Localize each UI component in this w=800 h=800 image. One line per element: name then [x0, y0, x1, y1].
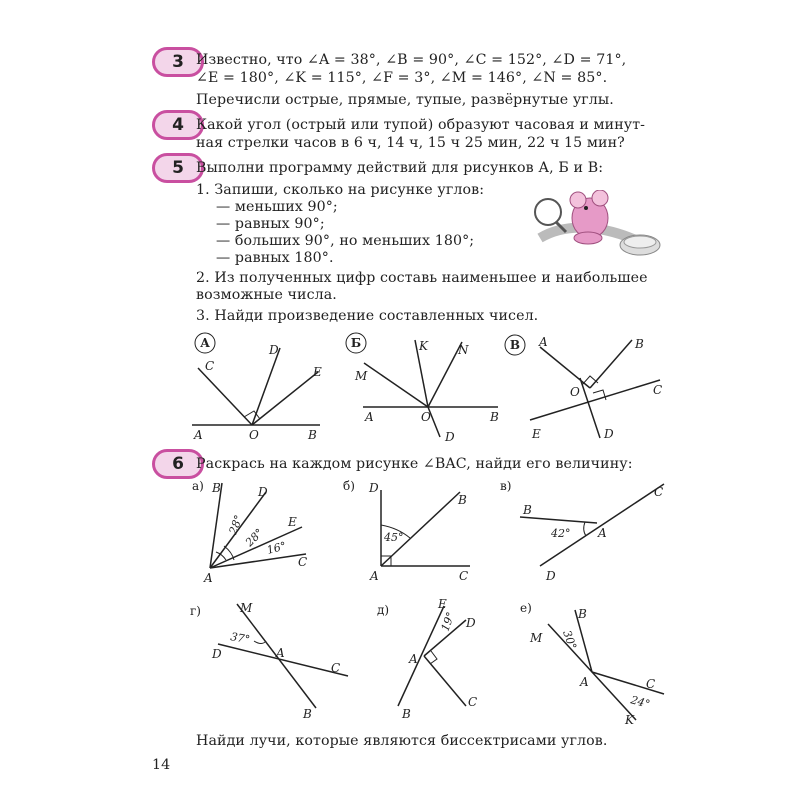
fig-6g-angle: 37° [229, 630, 251, 647]
fig-v-A: A [539, 335, 548, 349]
task-5-line-1: Выполни программу действий для рисунков А, Б и В: [196, 160, 604, 176]
fig-a-O: O [249, 428, 259, 442]
page-number: 14 [152, 757, 171, 773]
fig-b-B: B [490, 410, 499, 424]
fig-6e-B: B [578, 607, 587, 621]
task-3-line-2: ∠E = 180°, ∠K = 115°, ∠F = 3°, ∠M = 146°, ∠N = 85°. [196, 70, 608, 86]
fig-a-E: E [313, 365, 322, 379]
task-5-item-2: — равных 90°; [216, 216, 325, 232]
fig-v-D: D [604, 427, 614, 441]
fig-6v-D: D [546, 569, 556, 583]
fig-6a-label: а) [192, 479, 204, 493]
task-3-line-3: Перечисли острые, прямые, тупые, развёрнутые углы. [196, 92, 614, 108]
fig-6b-D: D [369, 481, 379, 495]
task-3-number: 3 [172, 52, 184, 72]
fig-6d-D: D [466, 616, 476, 630]
task-5-item-3: — больших 90°, но меньших 180°; [216, 233, 475, 249]
figure-6a [192, 479, 307, 585]
fig-6b-C: C [459, 569, 469, 583]
task-5-step-3: 3. Найди произведение составленных чисел. [196, 308, 539, 324]
task-3-line-1: Известно, что ∠A = 38°, ∠B = 90°, ∠C = 152°, ∠D = 71°, [196, 52, 627, 68]
fig-6d-C: C [468, 695, 478, 709]
figure-6d [377, 597, 477, 721]
figure-b-badge-text: Б [350, 336, 362, 350]
task-6-number: 6 [172, 454, 184, 474]
fig-v-B: B [635, 337, 644, 351]
fig-6e-angle-2: 24° [629, 693, 652, 711]
fig-6a-A: A [204, 571, 213, 585]
fig-6g-label: г) [190, 604, 201, 618]
figure-v-badge-text: В [509, 338, 521, 352]
fig-6g-A: A [276, 646, 285, 660]
fig-v-E: E [532, 427, 541, 441]
fig-6g-D: D [212, 647, 222, 661]
figure-a-badge-text: А [200, 336, 210, 350]
task-5-item-4: — равных 180°. [216, 250, 334, 266]
fig-6a-D: D [258, 485, 268, 499]
fig-a-D: D [269, 343, 279, 357]
fig-b-O: O [421, 410, 431, 424]
task-4-line-2: ная стрелки часов в 6 ч, 14 ч, 15 ч 25 мин, 22 ч 15 мин? [196, 135, 625, 151]
fig-6d-angle: 19° [438, 610, 458, 634]
fig-6g-C: C [331, 661, 341, 675]
task-5-step-1: 1. Запиши, сколько на рисунке углов: [196, 182, 485, 198]
task-6-footer: Найди лучи, которые являются биссектрисами углов. [196, 733, 608, 749]
fig-6b-label: б) [343, 479, 355, 493]
fig-b-A: A [365, 410, 374, 424]
fig-6g-B: B [303, 707, 312, 721]
fig-6v-label: в) [500, 479, 512, 493]
fig-6v-angle: 42° [551, 527, 571, 540]
task-4-line-1: Какой угол (острый или тупой) образуют часовая и минут- [196, 117, 646, 133]
fig-6e-M: M [530, 631, 543, 645]
fig-6a-angle-3: 16° [265, 539, 288, 557]
fig-v-O: O [570, 385, 580, 399]
fig-6a-angle-2: 28° [242, 526, 266, 550]
task-4-number: 4 [172, 115, 184, 135]
task-6-line-1: Раскрась на каждом рисунке ∠BAC, найди его величину: [196, 456, 633, 472]
fig-a-C: C [205, 359, 215, 373]
fig-6g-M: M [240, 601, 253, 615]
fig-a-A: A [194, 428, 203, 442]
fig-6e-label: е) [520, 601, 532, 615]
fig-b-N: N [458, 343, 469, 357]
fig-b-D: D [445, 430, 455, 444]
fig-6d-label: д) [377, 603, 390, 617]
fig-6a-E: E [288, 515, 297, 529]
fig-b-K: K [419, 339, 428, 353]
fig-6e-C: C [646, 677, 656, 691]
fig-6a-angle-1: 28° [226, 513, 246, 537]
fig-6b-B: B [458, 493, 467, 507]
task-5-step-2a: 2. Из полученных цифр составь наименьшее и наибольшее [196, 270, 648, 286]
fig-b-M: M [355, 369, 368, 383]
task-5-step-2b: возможные числа. [196, 287, 337, 303]
fig-6a-B: B [212, 481, 221, 495]
fig-v-C: C [653, 383, 663, 397]
fig-6a-C: C [298, 555, 308, 569]
task-5-item-1: — меньших 90°; [216, 199, 338, 215]
fig-6b-A: A [370, 569, 379, 583]
figure-6g [190, 601, 348, 721]
fig-6d-A: A [409, 652, 418, 666]
fig-a-B: B [308, 428, 317, 442]
fig-6e-A: A [580, 675, 589, 689]
fig-6b-angle: 45° [384, 531, 404, 544]
fig-6v-B: B [523, 503, 532, 517]
figure-6b [343, 479, 470, 583]
fig-6e-K: K [625, 713, 634, 727]
fig-6v-A: A [598, 526, 607, 540]
fig-6v-C: C [654, 485, 664, 499]
figure-6v [500, 479, 664, 583]
fig-6d-B: B [402, 707, 411, 721]
figure-6e [520, 601, 664, 727]
fig-6e-angle-1: 30° [560, 628, 580, 652]
task-5-number: 5 [172, 158, 184, 178]
fig-6d-E: E [438, 597, 447, 611]
